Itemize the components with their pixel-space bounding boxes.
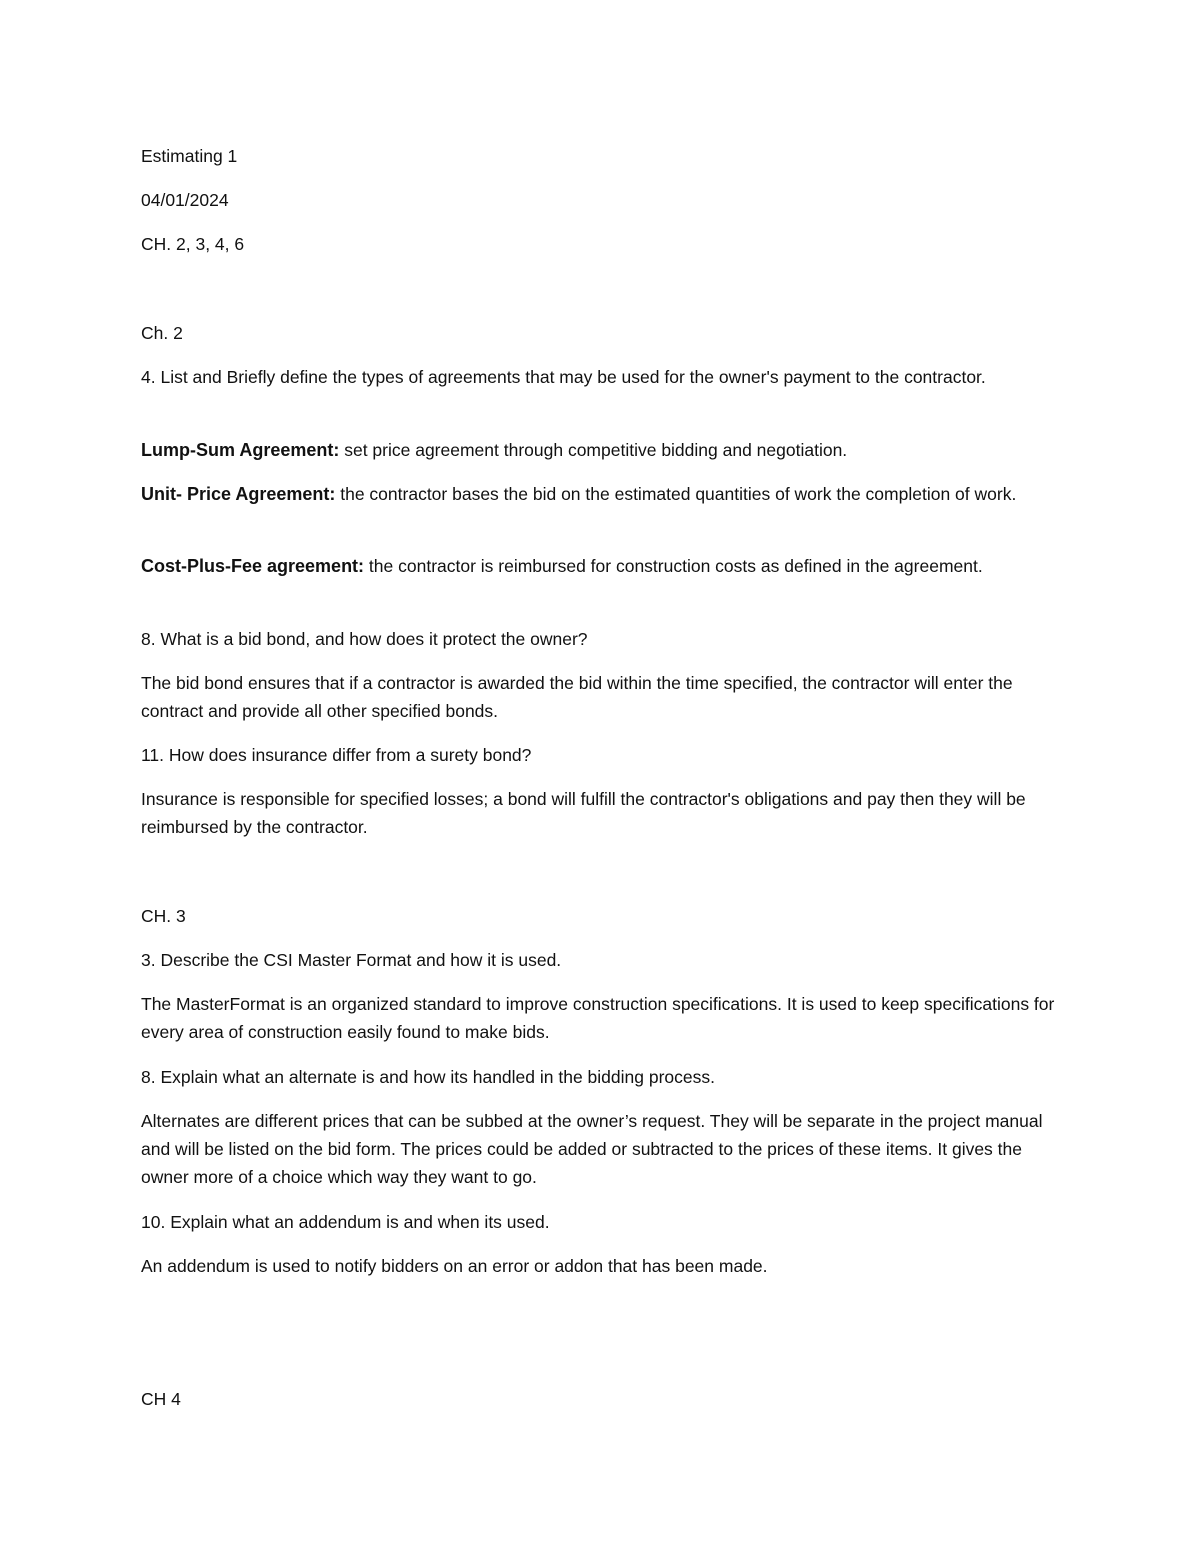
ch3-question-3: 3. Describe the CSI Master Format and how it is used.	[141, 950, 562, 970]
ch2-heading: Ch. 2	[141, 323, 183, 343]
agreement-definition: the contractor is reimbursed for construction costs as defined in the agreement.	[364, 556, 983, 576]
ch2-question-4: 4. List and Briefly define the types of agreements that may be used for the owner's payment to the contractor.	[141, 367, 986, 387]
agreement-definition: set price agreement through competitive bidding and negotiation.	[339, 440, 848, 460]
document-date: 04/01/2024	[141, 190, 229, 210]
ch2-answer-8: The bid bond ensures that if a contractor is awarded the bid within the time specified, the contractor will enter the contract and provide all other specified bonds.	[141, 673, 1013, 721]
ch3-answer-10: An addendum is used to notify bidders on an error or addon that has been made.	[141, 1256, 768, 1276]
ch4-heading: CH 4	[141, 1389, 181, 1409]
ch3-question-8: 8. Explain what an alternate is and how its handled in the bidding process.	[141, 1067, 715, 1087]
agreement-cost-plus-fee	[141, 552, 1061, 580]
agreement-term: Cost-Plus-Fee agreement:	[141, 556, 365, 576]
agreement-unit-price	[141, 480, 1061, 508]
ch3-answer-3: The MasterFormat is an organized standard to improve construction specifications. It is used to keep specifications for every area of construction easily found to make bids.	[141, 994, 1055, 1042]
agreement-term: Unit- Price Agreement:	[141, 484, 336, 504]
chapters-list: CH. 2, 3, 4, 6	[141, 234, 245, 254]
ch2-question-11: 11. How does insurance differ from a surety bond?	[141, 745, 532, 765]
ch2-answer-11: Insurance is responsible for specified losses; a bond will fulfill the contractor's obligations and pay then they will be reimbursed by the contractor.	[141, 789, 1026, 837]
course-title: Estimating 1	[141, 146, 238, 166]
ch3-heading: CH. 3	[141, 906, 186, 926]
ch2-question-8: 8. What is a bid bond, and how does it protect the owner?	[141, 629, 588, 649]
agreement-definition: the contractor bases the bid on the estimated quantities of work the completion of work.	[335, 484, 1017, 504]
agreement-lump-sum	[141, 436, 1061, 464]
ch3-answer-8: Alternates are different prices that can be subbed at the owner’s request. They will be separate in the project manual and will be listed on the bid form. The prices could be added or subtracted to the prices of these items. It gives the owner more of a choice which way they want to go.	[141, 1111, 1043, 1187]
agreement-term: Lump-Sum Agreement:	[141, 440, 340, 460]
ch3-question-10: 10. Explain what an addendum is and when its used.	[141, 1212, 550, 1232]
